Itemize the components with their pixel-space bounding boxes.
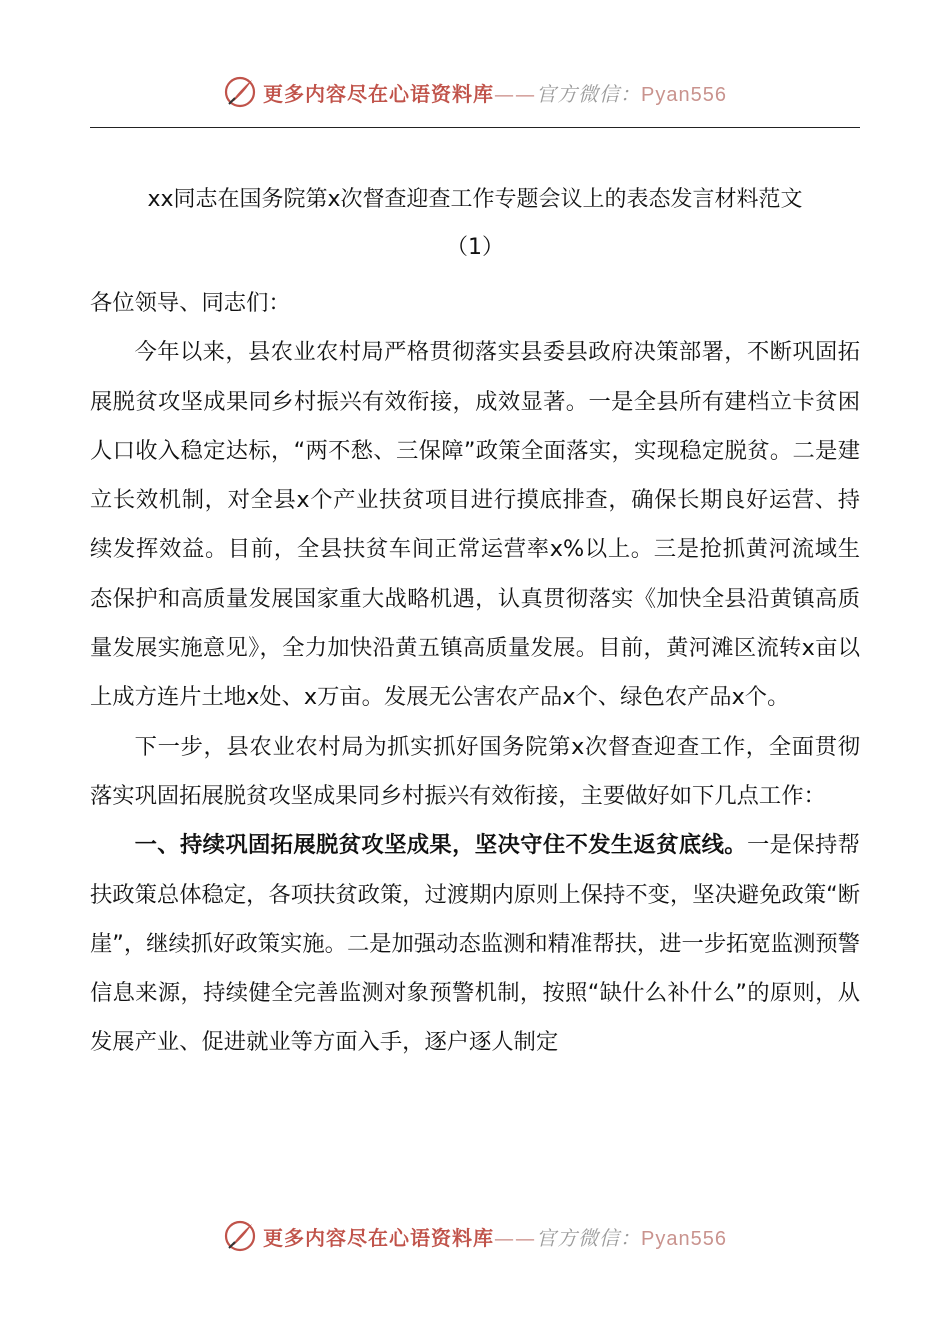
footer-watermark xyxy=(0,1216,950,1256)
salutation: 各位领导、同志们： xyxy=(90,290,291,316)
header-watermark xyxy=(0,72,950,112)
quill-pen-logo-icon xyxy=(223,1219,257,1253)
header-divider xyxy=(90,127,860,128)
section-body: 一是保持帮扶政策总体稳定，各项扶贫政策，过渡期内原则上保持不变，坚决避免政策“断崖”，继续抓好政策实施。二是加强动态监测和精准帮扶，进一步拓宽监测预警信息来源，持续健全完善监测对象预警机制，按照“缺什么补什么”的原则，从发展产业、促进就业等方面入手，逐户逐人制定 xyxy=(90,832,860,1056)
document-title xyxy=(90,176,860,272)
paragraph xyxy=(90,821,860,1067)
watermark-text: 更多内容尽在心语资料库——官方微信：Pyan556 xyxy=(263,1225,727,1250)
paragraph: 下一步，县农业农村局为抓实抓好国务院第x次督查迎查工作，全面贯彻落实巩固拓展脱贫攻坚成果同乡村振兴有效衔接，主要做好如下几点工作： xyxy=(90,733,860,809)
section-heading: 一、持续巩固拓展脱贫攻坚成果，坚决守住不发生返贫底线。 xyxy=(134,832,747,859)
document-body xyxy=(90,279,860,1068)
watermark-text: 更多内容尽在心语资料库——官方微信：Pyan556 xyxy=(263,81,727,106)
title-text: xx同志在国务院第x次督查迎查工作专题会议上的表态发言材料范文 xyxy=(147,187,803,212)
title-number: （1） xyxy=(446,235,504,260)
paragraph: 今年以来，县农业农村局严格贯彻落实县委县政府决策部署，不断巩固拓展脱贫攻坚成果同乡村振兴有效衔接，成效显著。一是全县所有建档立卡贫困人口收入稳定达标，“两不愁、三保障”政策全面落实，实现稳定脱贫。二是建立长效机制，对全县x个产业扶贫项目进行摸底排查，确保长期良好运营、持续发挥效益。目前，全县扶贫车间正常运营率x%以上。三是抢抓黄河流域生态保护和高质量发展国家重大战略机遇，认真贯彻落实《加快全县沿黄镇高质量发展实施意见》，全力加快沿黄五镇高质量发展。目前，黄河滩区流转x亩以上成方连片土地x处、x万亩。发展无公害农产品x个、绿色农产品x个。 xyxy=(90,339,860,711)
quill-pen-logo-icon xyxy=(223,75,257,109)
